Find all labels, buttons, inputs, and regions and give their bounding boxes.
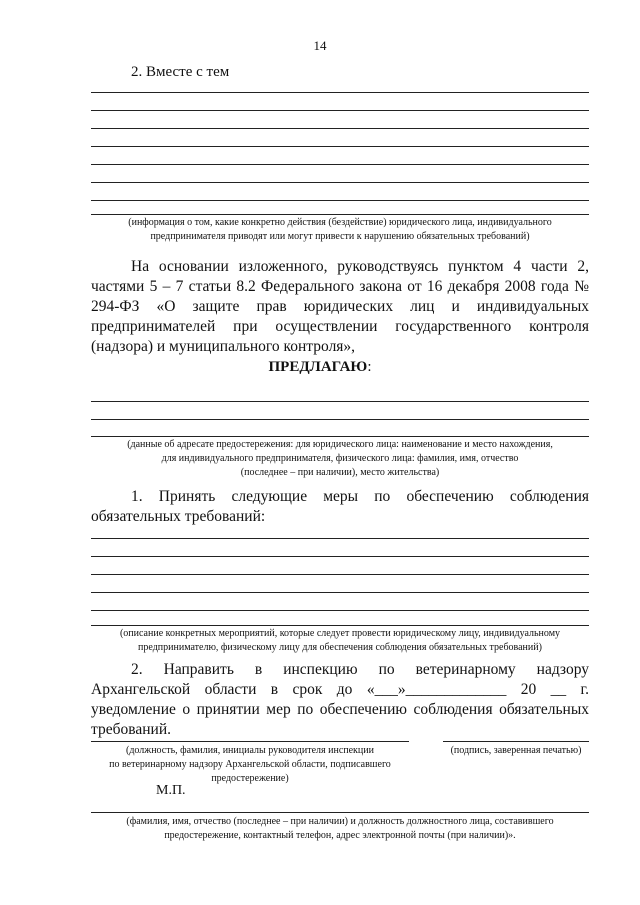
footer-caption: [91, 815, 589, 843]
blank-line: [91, 128, 589, 129]
caption-line: (данные об адресате предостережения: для юридического лица: наименование и место нахождения,: [127, 439, 553, 450]
caption-line: (фамилия, имя, отчество (последнее – при наличии) и должность должностного лица, составившего: [126, 816, 554, 827]
blank-line: [91, 436, 589, 437]
signature-caption: (подпись, заверенная печатью): [450, 745, 582, 756]
official-signature-line: [91, 741, 409, 742]
caption-line: предостережение): [211, 773, 289, 784]
propose-heading: [0, 359, 640, 376]
blank-line: [91, 538, 589, 539]
blank-line: [91, 214, 589, 215]
blank-line: [91, 592, 589, 593]
blank-line: [91, 200, 589, 201]
notify-paragraph: 2. Направить в инспекцию по ветеринарному надзору Архангельской области в срок до «___»_____________ 20 __ г. уведомление о принятии мер по обеспечению соблюдения обязательных требований.: [91, 661, 589, 738]
caption-line: (должность, фамилия, инициалы руководителя инспекции: [126, 745, 374, 756]
official-caption: [80, 744, 420, 786]
caption-line: (последнее – при наличии), место жительства): [240, 467, 440, 478]
violation-caption: [91, 216, 589, 244]
blank-line: [91, 92, 589, 93]
propose-word: ПРЕДЛАГАЮ: [268, 359, 368, 375]
propose-colon: :: [367, 359, 372, 375]
blank-line: [91, 556, 589, 557]
stamp-place: М.П.: [156, 783, 186, 798]
caption-line: (описание конкретных мероприятий, которые следует провести юридическому лицу, индивидуальному: [119, 628, 561, 639]
blank-line: [91, 146, 589, 147]
basis-paragraph: На основании изложенного, руководствуясь пунктом 4 части 2, частями 5 – 7 статьи 8.2 Федерального закона от 16 декабря 2008 года № 294-ФЗ «О защите прав юридических лиц и индивидуальных предпринимателей при осуществлении государственного контроля (надзора) и муниципального контроля»,: [91, 258, 589, 355]
blank-line: [91, 419, 589, 420]
blank-line: [91, 574, 589, 575]
measures-paragraph: 1. Принять следующие меры по обеспечению соблюдения обязательных требований:: [91, 488, 589, 525]
page-number: 14: [313, 38, 327, 53]
blank-line: [91, 401, 589, 402]
caption-line: по ветеринарному надзору Архангельской области, подписавшего: [109, 759, 391, 770]
caption-line: предпринимателю, физическому лицу для обеспечения соблюдения обязательных требований): [138, 642, 542, 653]
caption-line: (информация о том, какие конкретно действия (бездействие) юридического лица, индивидуального: [128, 217, 552, 228]
measures-caption: [91, 627, 589, 655]
blank-line: [91, 182, 589, 183]
blank-line: [91, 625, 589, 626]
caption-line: для индивидуального предпринимателя, физического лица: фамилия, имя, отчество: [161, 453, 519, 464]
caption-line: предпринимателя приводят или могут привести к нарушению обязательных требований): [150, 231, 530, 242]
section-lead: 2. Вместе с тем: [131, 64, 230, 80]
signature-line: [443, 741, 589, 742]
addressee-caption: [91, 438, 589, 480]
blank-line: [91, 164, 589, 165]
blank-line: [91, 110, 589, 111]
blank-line: [91, 610, 589, 611]
blank-line: [91, 812, 589, 813]
caption-line: предостережение, контактный телефон, адрес электронной почты (при наличии)».: [164, 830, 516, 841]
